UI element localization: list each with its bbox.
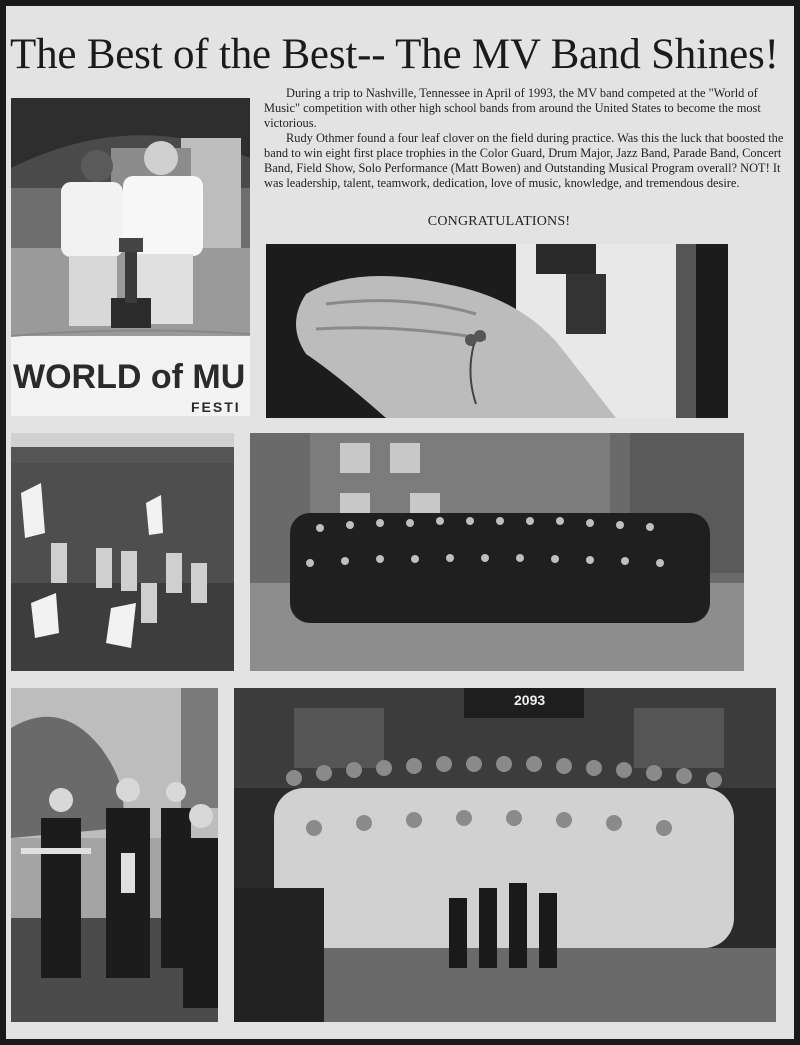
- congratulations-text: CONGRATULATIONS!: [427, 214, 571, 229]
- yearbook-page: [6, 6, 794, 1039]
- photo-trophy-banner: [11, 98, 250, 416]
- photo-band-group: [250, 433, 744, 671]
- story-paragraph-1: During a trip to Nashville, Tennessee in April of 1993, the MV band competed at the "World of Music" competition with other high school bands from around the United States to become the most victorious.: [264, 86, 761, 130]
- banner-subtext: FESTI: [191, 399, 241, 415]
- story-text: [264, 86, 789, 191]
- photo-color-guard: [11, 433, 234, 671]
- photo-drum-majors: [11, 688, 218, 1022]
- photo-four-leaf-clover: [266, 244, 728, 418]
- building-sign-number: 2093: [514, 692, 546, 708]
- page-title: The Best of the Best-- The MV Band Shines!: [10, 31, 779, 78]
- photo-group-celebration: [234, 688, 776, 1022]
- story-paragraph-2: Rudy Othmer found a four leaf clover on the field during practice. Was this the luck that boosted the band to win eight first place trophies in the Color Guard, Drum Major, Jazz Band, Parade Band, Concert Band, Field Show, Solo Performance (Matt Bowen) and Outstanding Musical Program overall? NOT! It was leadership, talent, teamwork, dedication, love of music, knowledge, and tremendous desire.: [264, 131, 784, 190]
- banner-text: WORLD of MU: [13, 358, 246, 396]
